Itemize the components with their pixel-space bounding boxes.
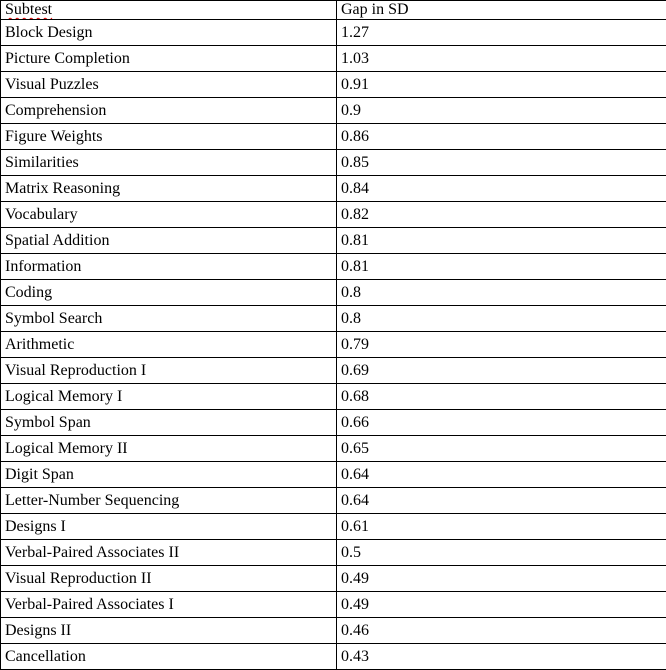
gap-cell: 1.27 (337, 20, 666, 46)
table-row (1, 280, 666, 306)
subtest-cell: Symbol Search (1, 306, 337, 332)
table-row (1, 566, 666, 592)
table-body (1, 20, 666, 670)
table-row (1, 254, 666, 280)
subtest-header-label: Subtest (5, 1, 53, 18)
table-row (1, 46, 666, 72)
subtest-cell: Visual Reproduction I (1, 358, 337, 384)
gap-cell: 0.82 (337, 202, 666, 228)
gap-cell: 0.81 (337, 254, 666, 280)
gap-header-label: Gap in SD (341, 1, 409, 18)
subtest-cell: Matrix Reasoning (1, 176, 337, 202)
header-row (1, 1, 666, 20)
table-row (1, 540, 666, 566)
table-row (1, 176, 666, 202)
gap-cell: 0.64 (337, 462, 666, 488)
table-row (1, 20, 666, 46)
table-row (1, 98, 666, 124)
subtest-cell: Similarities (1, 150, 337, 176)
subtest-cell: Logical Memory I (1, 384, 337, 410)
gap-cell: 0.84 (337, 176, 666, 202)
gap-cell: 0.64 (337, 488, 666, 514)
table-row (1, 462, 666, 488)
gap-cell: 0.8 (337, 280, 666, 306)
gap-cell: 0.46 (337, 618, 666, 644)
gap-cell: 0.49 (337, 592, 666, 618)
table-row (1, 228, 666, 254)
gap-cell: 0.9 (337, 98, 666, 124)
gap-cell: 0.81 (337, 228, 666, 254)
subtest-cell: Cancellation (1, 644, 337, 670)
subtest-cell: Digit Span (1, 462, 337, 488)
table-row (1, 202, 666, 228)
table-row (1, 410, 666, 436)
column-header-gap (337, 1, 666, 20)
subtest-cell: Picture Completion (1, 46, 337, 72)
table-row (1, 618, 666, 644)
column-header-subtest (1, 1, 337, 20)
gap-cell: 0.65 (337, 436, 666, 462)
table-row (1, 72, 666, 98)
table-row (1, 150, 666, 176)
gap-cell: 0.43 (337, 644, 666, 670)
gap-cell: 0.79 (337, 332, 666, 358)
subtest-cell: Coding (1, 280, 337, 306)
subtest-cell: Vocabulary (1, 202, 337, 228)
table-row (1, 592, 666, 618)
subtest-cell: Designs I (1, 514, 337, 540)
gap-cell: 0.66 (337, 410, 666, 436)
subtest-cell: Spatial Addition (1, 228, 337, 254)
subtest-cell: Figure Weights (1, 124, 337, 150)
gap-cell: 0.61 (337, 514, 666, 540)
gap-cell: 1.03 (337, 46, 666, 72)
subtest-cell: Letter-Number Sequencing (1, 488, 337, 514)
gap-cell: 0.69 (337, 358, 666, 384)
gap-cell: 0.8 (337, 306, 666, 332)
table-row (1, 644, 666, 670)
subtest-cell: Visual Reproduction II (1, 566, 337, 592)
subtest-cell: Comprehension (1, 98, 337, 124)
subtest-cell: Visual Puzzles (1, 72, 337, 98)
subtest-cell: Arithmetic (1, 332, 337, 358)
subtest-cell: Block Design (1, 20, 337, 46)
subtest-cell: Symbol Span (1, 410, 337, 436)
subtest-cell: Information (1, 254, 337, 280)
subtest-cell: Designs II (1, 618, 337, 644)
table-row (1, 436, 666, 462)
table-row (1, 488, 666, 514)
subtest-cell: Verbal-Paired Associates II (1, 540, 337, 566)
table-row (1, 306, 666, 332)
gap-cell: 0.68 (337, 384, 666, 410)
subtest-cell: Logical Memory II (1, 436, 337, 462)
table-row (1, 514, 666, 540)
table-row (1, 384, 666, 410)
subtest-cell: Verbal-Paired Associates I (1, 592, 337, 618)
gap-cell: 0.91 (337, 72, 666, 98)
table-row (1, 332, 666, 358)
table-row (1, 124, 666, 150)
table-row (1, 358, 666, 384)
gap-cell: 0.85 (337, 150, 666, 176)
gap-cell: 0.49 (337, 566, 666, 592)
gap-cell: 0.5 (337, 540, 666, 566)
gap-cell: 0.86 (337, 124, 666, 150)
